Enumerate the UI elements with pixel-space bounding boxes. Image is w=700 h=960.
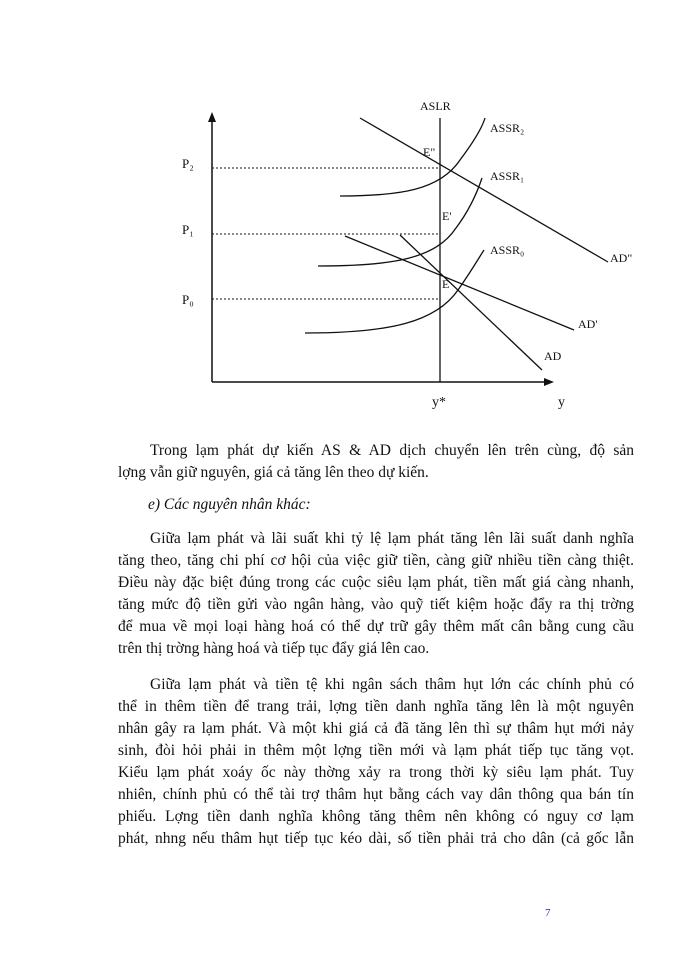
ad1-line <box>345 236 574 330</box>
paragraph-1-line-1: Trong lạm phát dự kiến AS & AD dịch chuyển lên trên cùng, độ sản <box>150 442 634 459</box>
section-heading: e) Các nguyên nhân khác: <box>148 496 311 513</box>
paragraph-2-line: trên thị trờng hàng hoá và tiếp tục đẩy giá lên cao. <box>118 640 430 657</box>
paragraph-2 <box>118 528 634 660</box>
paragraph-3-line: Giữa lạm phát và tiền tệ khi ngân sách thâm hụt lớn các chính phủ có <box>150 676 634 693</box>
paragraph-3-line: Kiểu lạm phát xoáy ốc này thờng xảy ra trong thời kỳ siêu lạm phát. Tuy <box>118 764 634 781</box>
aslr-label: ASLR <box>420 99 451 113</box>
paragraph-3-line: nhiên, chính phủ có thể tài trợ thâm hụt bằng cách vay dân thông qua bán tín <box>118 786 634 803</box>
paragraph-3-line: thể in thêm tiền để trang trải, lợng tiền danh nghĩa tăng lên là một nguyên <box>118 698 634 715</box>
paragraph-3-line: phát, nhng nếu thâm hụt tiếp tục kéo dài, số tiền phải trả cho dân (cả gốc lẫn <box>118 830 634 847</box>
e0-label: E <box>442 277 450 291</box>
paragraph-2-line: tăng theo, tăng chi phí cơ hội của việc giữ tiền, càng giữ nhiều tiền càng thiệt. <box>118 552 634 569</box>
paragraph-2-line: để mua về mọi loại hàng hoá có thể dự trữ gây thêm mất cân bằng cung cầu <box>118 618 634 635</box>
paragraph-3-line: nhân gây ra lạm phát. Và một khi giá cả đã tăng lên thì sự thâm hụt mới nảy <box>118 720 634 737</box>
paragraph-1-line-2: lợng vẫn giữ nguyên, giá cả tăng lên theo dự kiến. <box>118 464 429 481</box>
assr0-curve <box>305 250 484 333</box>
paragraph-2-line: Giữa lạm phát và lãi suất khi tỷ lệ lạm phát tăng lên lãi suất danh nghĩa <box>150 530 634 547</box>
paragraph-3-line: sinh, đòi hỏi phải in thêm một lợng tiền mới và lạm phát tiếp tục tăng vọt. <box>118 742 634 759</box>
paragraph-2-line: tăng mức độ tiền gửi vào ngân hàng, vào quỹ tiết kiệm hoặc đẩy ra thị trờng <box>118 596 634 613</box>
ad0-label: AD <box>544 349 562 363</box>
ad2-line <box>360 118 608 262</box>
ystar-label: y* <box>432 395 446 410</box>
output-axis-arrow <box>544 378 554 386</box>
y-label: y <box>558 395 565 410</box>
assr1-label: ASSR₁ <box>490 169 525 183</box>
p2-label: P₂ <box>182 156 194 171</box>
paragraph-3-line: phiếu. Lợng tiền danh nghĩa không tăng thêm nên không có nguy cơ lạm <box>118 808 634 825</box>
as-ad-diagram <box>0 0 700 430</box>
ad1-label: AD' <box>578 317 598 331</box>
price-axis-arrow <box>208 112 216 122</box>
paragraph-2-line: Điều này đặc biệt đúng trong các cuộc siêu lạm phát, tiền mất giá càng nhanh, <box>118 574 634 591</box>
p1-label: P₁ <box>182 222 194 237</box>
assr2-curve <box>340 118 485 196</box>
assr2-label: ASSR₂ <box>490 121 525 135</box>
ad2-label: AD" <box>610 251 633 265</box>
e1-label: E' <box>442 209 452 223</box>
assr0-label: ASSR₀ <box>490 243 525 257</box>
paragraph-3 <box>118 674 634 850</box>
assr1-curve <box>318 178 482 266</box>
paragraph-1 <box>118 440 634 484</box>
e2-label: E" <box>423 145 436 159</box>
page-number: 7 <box>545 907 551 919</box>
p0-label: P₀ <box>182 292 194 307</box>
